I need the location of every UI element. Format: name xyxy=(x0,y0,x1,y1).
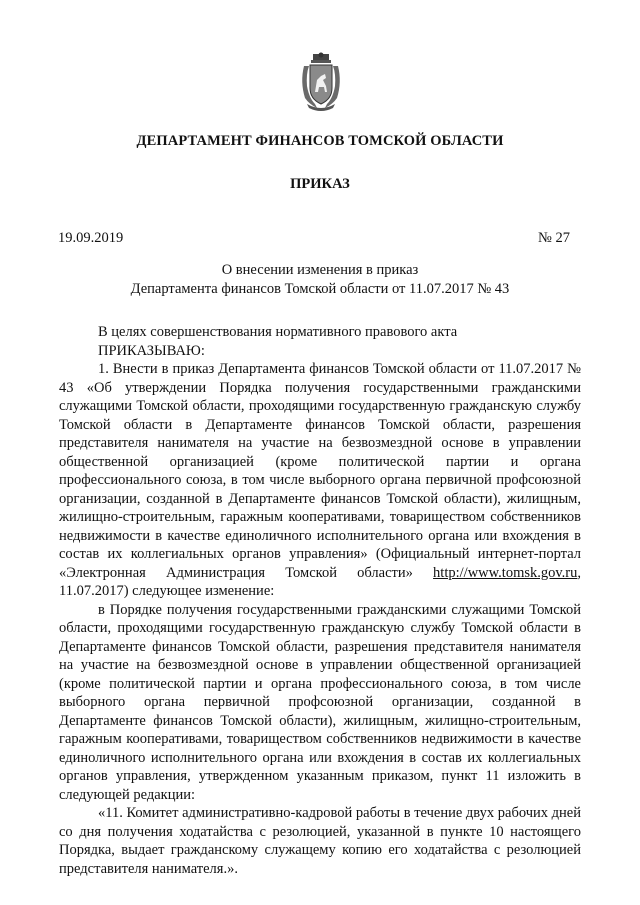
document-subject xyxy=(0,261,640,298)
document-type: ПРИКАЗ xyxy=(290,176,350,192)
item-1-tail: , 11.07.2017) следующее изменение: xyxy=(59,564,581,599)
preamble: В целях совершенствования нормативного правового акта xyxy=(98,324,458,340)
order-word: ПРИКАЗЫВАЮ: xyxy=(98,342,205,359)
subject-line-2: Департамента финансов Томской области от 11.07.2017 № 43 xyxy=(130,280,510,297)
subject-line-1: О внесении изменения в приказ xyxy=(221,262,419,278)
document-date: 19.09.2019 xyxy=(58,230,124,246)
item-1 xyxy=(59,360,581,601)
item-3: «11. Комитет административно-кадровой работы в течение двух рабочих дней со дня получения ходатайства с резолюцией, указанной в пункте 10 настоящего Порядка, выдает гражданскому служащему копию его ходатайства с резолюцией представителя нанимателя.». xyxy=(59,805,581,877)
item-1-text: 1. Внести в приказ Департамента финансов Томской области от 11.07.2017 № 43 «Об утверждении Порядка получения государственными гражданскими служащими Томской области, проходящими государственную гражданскую службу Томской области в Департаменте финансов Томской области, разрешения представителя нанимателя на участие на безвозмездной основе в управлении общественной организацией (кроме политической партии и органа профессионального союза, в том числе выборного органа первичной профсоюзной организации, созданной в Департаменте финансов Томской области), жилищным, жилищно-строительным, гаражным кооперативами, товариществом собственников недвижимости в качестве единоличного исполнительного органа или вхождения в состав их коллегиальных органов управления» (Официальный интернет-портал «Электронная Администрация Томской области» xyxy=(59,361,581,581)
organization-title: ДЕПАРТАМЕНТ ФИНАНСОВ ТОМСКОЙ ОБЛАСТИ xyxy=(136,133,504,149)
document-body xyxy=(59,323,581,878)
document-number: № 27 xyxy=(538,230,570,246)
portal-link[interactable]: http://www.tomsk.gov.ru xyxy=(433,564,578,581)
coat-of-arms-icon xyxy=(299,52,343,112)
item-2: в Порядке получения государственными гражданскими служащими Томской области, проходящими государственную гражданскую службу Томской области в Департаменте финансов Томской области, разрешения представителя нанимателя на участие на безвозмездной основе в управлении общественной организацией (кроме политической партии и органа профессионального союза, в том числе выборного органа первичной профсоюзной организации, созданной в Департаменте финансов Томской области), жилищным, жилищно-строительным, гаражным кооперативами, товариществом собственников недвижимости в качестве единоличного исполнительного органа или вхождения в состав их коллегиальных органов управления, утвержденном указанным приказом, пункт 11 изложить в следующей редакции: xyxy=(59,601,581,803)
